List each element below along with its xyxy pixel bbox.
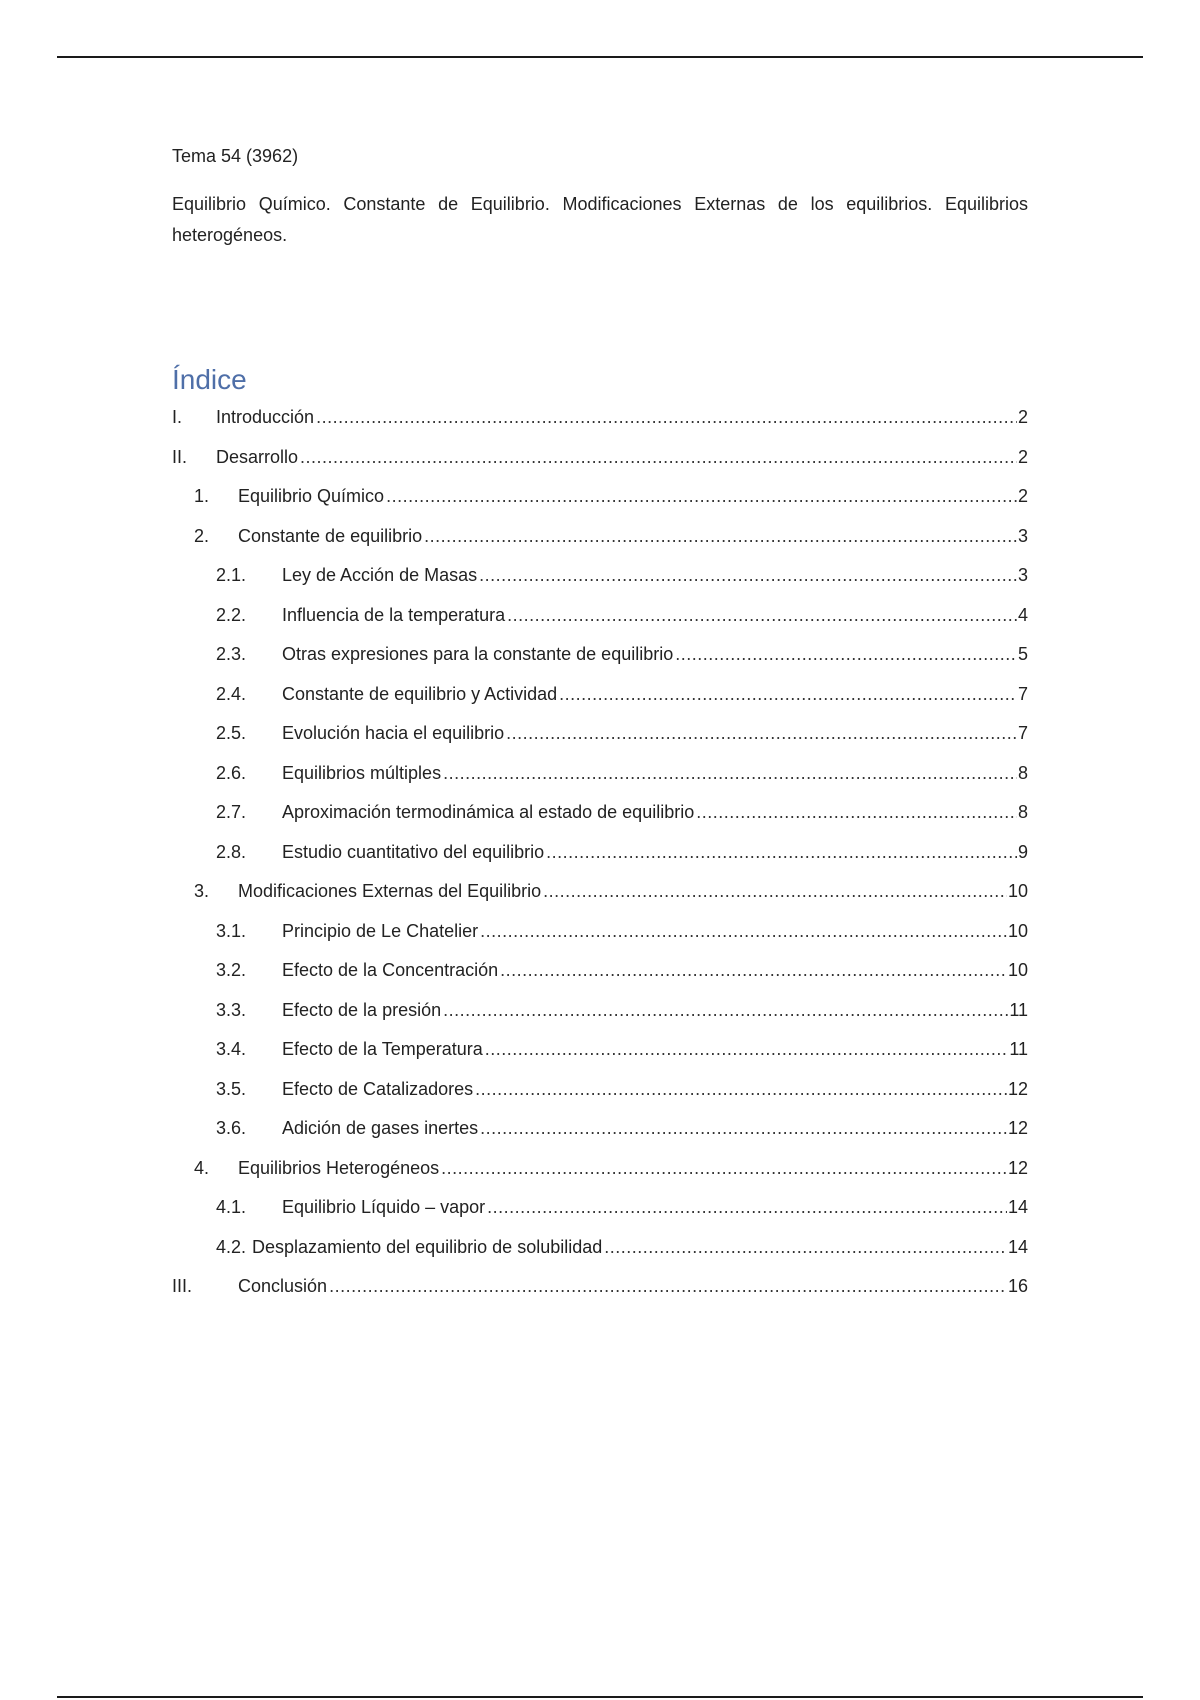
toc-entry-title: Modificaciones Externas del Equilibrio bbox=[238, 881, 542, 901]
toc-entry-number: II. bbox=[172, 447, 188, 467]
toc-entry[interactable] bbox=[172, 444, 1028, 470]
toc-entry-page: 4 bbox=[1017, 605, 1028, 625]
toc-entry-title: Influencia de la temperatura bbox=[282, 605, 506, 625]
toc-entry-page: 16 bbox=[1007, 1276, 1028, 1296]
toc-dot-leader bbox=[329, 1273, 1007, 1299]
toc-dot-leader bbox=[480, 918, 1007, 944]
toc-entry-page: 5 bbox=[1017, 644, 1028, 664]
toc-entry-title: Efecto de la presión bbox=[282, 1000, 442, 1020]
toc-entry-page: 7 bbox=[1017, 723, 1028, 743]
toc-dot-leader bbox=[506, 720, 1017, 746]
toc-entry-page: 10 bbox=[1007, 960, 1028, 980]
topic-number: Tema 54 (3962) bbox=[172, 146, 299, 166]
toc-dot-leader bbox=[604, 1234, 1007, 1260]
toc-dot-leader bbox=[485, 1036, 1009, 1062]
toc-entry[interactable] bbox=[172, 878, 1028, 904]
toc-entry-page: 10 bbox=[1007, 881, 1028, 901]
toc-dot-leader bbox=[559, 681, 1017, 707]
toc-entry-title: Desplazamiento del equilibrio de solubilidad bbox=[252, 1237, 603, 1257]
toc-dot-leader bbox=[386, 483, 1017, 509]
toc-entry-number: 4.1. bbox=[216, 1197, 247, 1217]
toc-entry-title: Efecto de Catalizadores bbox=[282, 1079, 474, 1099]
toc-entry[interactable] bbox=[172, 1155, 1028, 1181]
toc-dot-leader bbox=[424, 523, 1017, 549]
toc-entry-title: Evolución hacia el equilibrio bbox=[282, 723, 505, 743]
toc-entry-number: 4. bbox=[194, 1158, 210, 1178]
toc-entry-number: 2.7. bbox=[216, 802, 247, 822]
toc-entry[interactable] bbox=[172, 1115, 1028, 1141]
toc-heading: Índice bbox=[172, 364, 247, 395]
toc-entry-number: 2.4. bbox=[216, 684, 247, 704]
toc-entry[interactable] bbox=[172, 1234, 1028, 1260]
toc-entry-page: 12 bbox=[1007, 1158, 1028, 1178]
toc-entry-number: 1. bbox=[194, 486, 210, 506]
toc-entry-page: 14 bbox=[1007, 1237, 1028, 1257]
toc-dot-leader bbox=[546, 839, 1017, 865]
toc-entry-number: 2.2. bbox=[216, 605, 247, 625]
toc-entry-page: 2 bbox=[1017, 447, 1028, 467]
toc-entry-number: 2.5. bbox=[216, 723, 247, 743]
footer-rule bbox=[57, 1696, 1143, 1698]
toc-entry[interactable] bbox=[172, 997, 1028, 1023]
toc-entry[interactable] bbox=[172, 760, 1028, 786]
toc-dot-leader bbox=[441, 1155, 1007, 1181]
toc-entry-page: 8 bbox=[1017, 763, 1028, 783]
toc-entry[interactable] bbox=[172, 681, 1028, 707]
toc-entry-page: 3 bbox=[1017, 526, 1028, 546]
toc-entry-page: 12 bbox=[1007, 1079, 1028, 1099]
toc-entry-number: 2.3. bbox=[216, 644, 247, 664]
toc-entry[interactable] bbox=[172, 602, 1028, 628]
toc-entry[interactable] bbox=[172, 404, 1028, 430]
toc-entry-page: 7 bbox=[1017, 684, 1028, 704]
toc-dot-leader bbox=[500, 957, 1007, 983]
toc-entry[interactable] bbox=[172, 799, 1028, 825]
toc-entry-page: 12 bbox=[1007, 1118, 1028, 1138]
toc-entry[interactable] bbox=[172, 483, 1028, 509]
toc-entry-number: 3.4. bbox=[216, 1039, 247, 1059]
toc-entry-title: Aproximación termodinámica al estado de equilibrio bbox=[282, 802, 695, 822]
toc-dot-leader bbox=[543, 878, 1007, 904]
toc-entry-page: 2 bbox=[1017, 486, 1028, 506]
toc-entry-number: 3.6. bbox=[216, 1118, 247, 1138]
toc-entry[interactable] bbox=[172, 562, 1028, 588]
toc-dot-leader bbox=[316, 404, 1017, 430]
toc-entry-title: Equilibrios múltiples bbox=[282, 763, 442, 783]
toc-entry-title: Adición de gases inertes bbox=[282, 1118, 479, 1138]
toc-entry-page: 3 bbox=[1017, 565, 1028, 585]
toc-entry[interactable] bbox=[172, 523, 1028, 549]
toc-entry-number: 2. bbox=[194, 526, 210, 546]
toc-dot-leader bbox=[507, 602, 1017, 628]
toc-entry[interactable] bbox=[172, 1036, 1028, 1062]
toc-dot-leader bbox=[480, 1115, 1007, 1141]
toc-dot-leader bbox=[487, 1194, 1007, 1220]
toc-dot-leader bbox=[696, 799, 1017, 825]
toc-entry[interactable] bbox=[172, 839, 1028, 865]
toc-entry-number: 4.2. bbox=[216, 1237, 247, 1257]
toc-entry-page: 14 bbox=[1007, 1197, 1028, 1217]
toc-entry[interactable] bbox=[172, 1273, 1028, 1299]
toc-entry[interactable] bbox=[172, 1076, 1028, 1102]
toc-entry[interactable] bbox=[172, 641, 1028, 667]
toc-entry-title: Equilibrios Heterogéneos bbox=[238, 1158, 440, 1178]
toc-entry[interactable] bbox=[172, 720, 1028, 746]
toc-entry[interactable] bbox=[172, 918, 1028, 944]
toc-entry-title: Constante de equilibrio bbox=[238, 526, 423, 546]
toc-entry-title: Ley de Acción de Masas bbox=[282, 565, 478, 585]
toc-entry-title: Otras expresiones para la constante de equilibrio bbox=[282, 644, 674, 664]
toc-entry-title: Constante de equilibrio y Actividad bbox=[282, 684, 558, 704]
toc-entry-title: Principio de Le Chatelier bbox=[282, 921, 479, 941]
toc-entry[interactable] bbox=[172, 1194, 1028, 1220]
toc-entry-number: 2.8. bbox=[216, 842, 247, 862]
toc-entry-title: Equilibrio Químico bbox=[238, 486, 385, 506]
toc-entry-title: Introducción bbox=[216, 407, 315, 427]
toc-entry-page: 2 bbox=[1017, 407, 1028, 427]
toc-entry-title: Equilibrio Líquido – vapor bbox=[282, 1197, 486, 1217]
toc-entry-number: 3.5. bbox=[216, 1079, 247, 1099]
toc-entry-number: 3.2. bbox=[216, 960, 247, 980]
toc-entry-number: 2.1. bbox=[216, 565, 247, 585]
toc-entry-title: Desarrollo bbox=[216, 447, 299, 467]
toc-entry-page: 11 bbox=[1009, 1000, 1028, 1020]
toc-entry-title: Estudio cuantitativo del equilibrio bbox=[282, 842, 545, 862]
header-rule bbox=[57, 56, 1143, 58]
toc-entry-title: Conclusión bbox=[238, 1276, 328, 1296]
toc-entry-page: 11 bbox=[1009, 1039, 1028, 1059]
toc-entry-page: 9 bbox=[1017, 842, 1028, 862]
toc-entry-number: I. bbox=[172, 407, 183, 427]
toc-entry-page: 8 bbox=[1017, 802, 1028, 822]
toc-entry-number: 3.1. bbox=[216, 921, 247, 941]
toc-dot-leader bbox=[675, 641, 1017, 667]
toc-entry-number: 2.6. bbox=[216, 763, 247, 783]
toc-dot-leader bbox=[479, 562, 1017, 588]
toc-dot-leader bbox=[475, 1076, 1007, 1102]
document-subtitle: Equilibrio Químico. Constante de Equilibrio. Modificaciones Externas de los equilibrios. Equilibrios heterogéneos. bbox=[172, 194, 1028, 245]
toc-entry-number: III. bbox=[172, 1276, 193, 1296]
toc-entry-page: 10 bbox=[1007, 921, 1028, 941]
toc-entry[interactable] bbox=[172, 957, 1028, 983]
toc-entry-title: Efecto de la Temperatura bbox=[282, 1039, 483, 1059]
toc-entry-number: 3.3. bbox=[216, 1000, 247, 1020]
toc-dot-leader bbox=[443, 760, 1017, 786]
toc-entry-number: 3. bbox=[194, 881, 210, 901]
toc-entry-title: Efecto de la Concentración bbox=[282, 960, 499, 980]
toc-dot-leader bbox=[443, 997, 1008, 1023]
toc-dot-leader bbox=[300, 444, 1017, 470]
